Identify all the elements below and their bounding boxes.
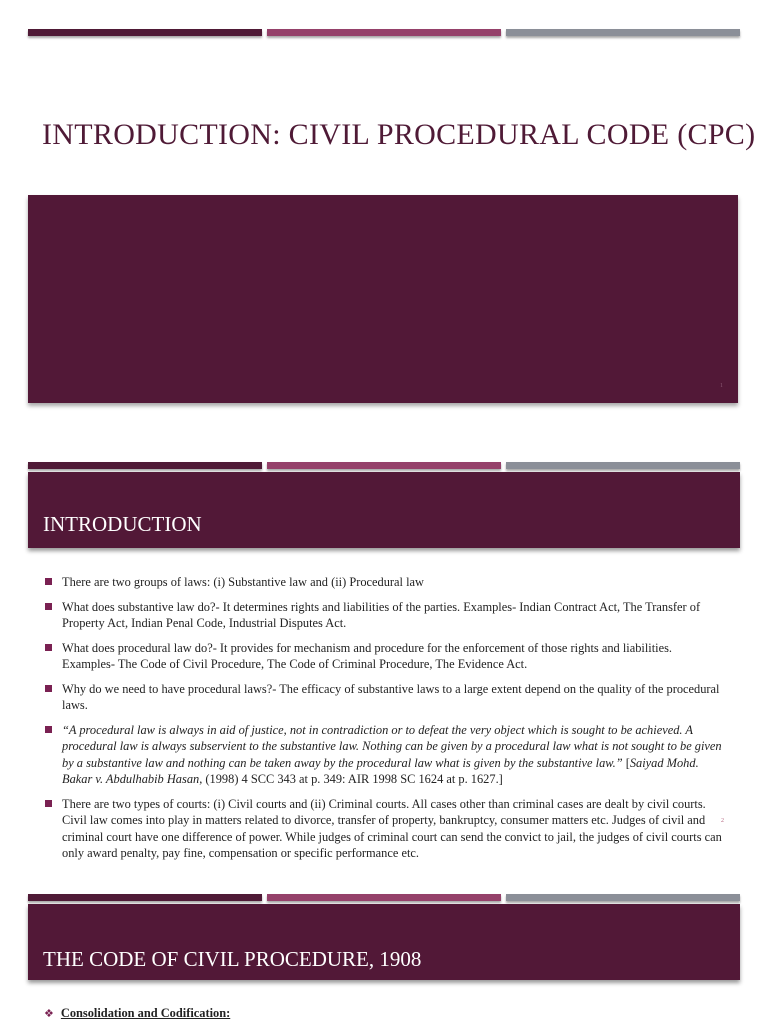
accent-bar: [267, 29, 501, 36]
quote-text: “A procedural law is always in aid of justice, not in contradiction or to defeat the very object which is sought to be achieved. A procedural law is always subservient to the substantive law. Nothing can be given by a procedural law what is not sought to be given by a substantive law and nothing can be taken away by the procedural law what is given by the substantive law.”: [62, 722, 722, 770]
page-number: 2: [721, 818, 724, 824]
accent-bar: [28, 462, 262, 469]
accent-bar: [28, 894, 262, 901]
accent-bars: [28, 894, 740, 901]
slide-title: INTRODUCTION: CIVIL PROCEDURAL CODE (CPC): [42, 118, 756, 151]
bullet-item: Why do we need to have procedural laws?- The efficacy of substantive laws to a large extent depend on the quality of the procedural laws.: [43, 681, 723, 714]
slide-title: THE CODE OF CIVIL PROCEDURE, 1908: [43, 947, 422, 971]
page-number: 1: [720, 383, 723, 389]
bullet-item: There are two groups of laws: (i) Substantive law and (ii) Procedural law: [43, 574, 723, 591]
content-block: [28, 195, 738, 403]
bullet-list: [43, 574, 723, 870]
accent-bar: [267, 894, 501, 901]
case-name: Saiyad Mohd. Bakar v. Abdulhabib Hasan: [62, 755, 699, 786]
citation-text: , (1998) 4 SCC 343 at p. 349: AIR 1998 SC 1624 at p. 1627.]: [199, 772, 503, 786]
sub-bullet-label: Consolidation and Codification:: [60, 1006, 231, 1020]
accent-bar: [28, 29, 262, 36]
slide-2: [0, 446, 768, 871]
citation-open: [: [622, 755, 630, 770]
bullet-item: What does procedural law do?- It provides for mechanism and procedure for the enforcement of those rights and liabilities. Examples- The Code of Civil Procedure, The Code of Criminal Procedure, The Evidence Act.: [43, 640, 723, 673]
bullet-item: What does substantive law do?- It determines rights and liabilities of the parties. Examples- Indian Contract Act, The Transfer of Property Act, Indian Penal Code, Industrial Disputes Act.: [43, 599, 723, 632]
accent-bar: [506, 29, 740, 36]
title-banner: [28, 904, 740, 980]
accent-bars: [28, 462, 740, 469]
accent-bar: [506, 894, 740, 901]
bullet-item: There are two types of courts: (i) Civil courts and (ii) Criminal courts. All cases other than criminal cases are dealt by civil courts. Civil law comes into play in matters related to divorce, transfer of property, bankruptcy, consumer matters etc. Judges of civil and criminal court have one difference of power. While judges of criminal court can send the convict to jail, the judges of civil courts can only award penalty, pay fine, compensation or specific performance etc.: [43, 796, 723, 862]
slide-3: [0, 872, 768, 1024]
sub-bullet: [44, 1006, 230, 1021]
title-banner: [28, 472, 740, 548]
slide-1: [0, 0, 768, 445]
accent-bar: [506, 462, 740, 469]
quote-bullet-item: [43, 722, 723, 788]
accent-bars: [28, 29, 740, 36]
diamond-icon: ❖: [44, 1007, 54, 1020]
slide-title: INTRODUCTION: [43, 512, 202, 536]
accent-bar: [267, 462, 501, 469]
